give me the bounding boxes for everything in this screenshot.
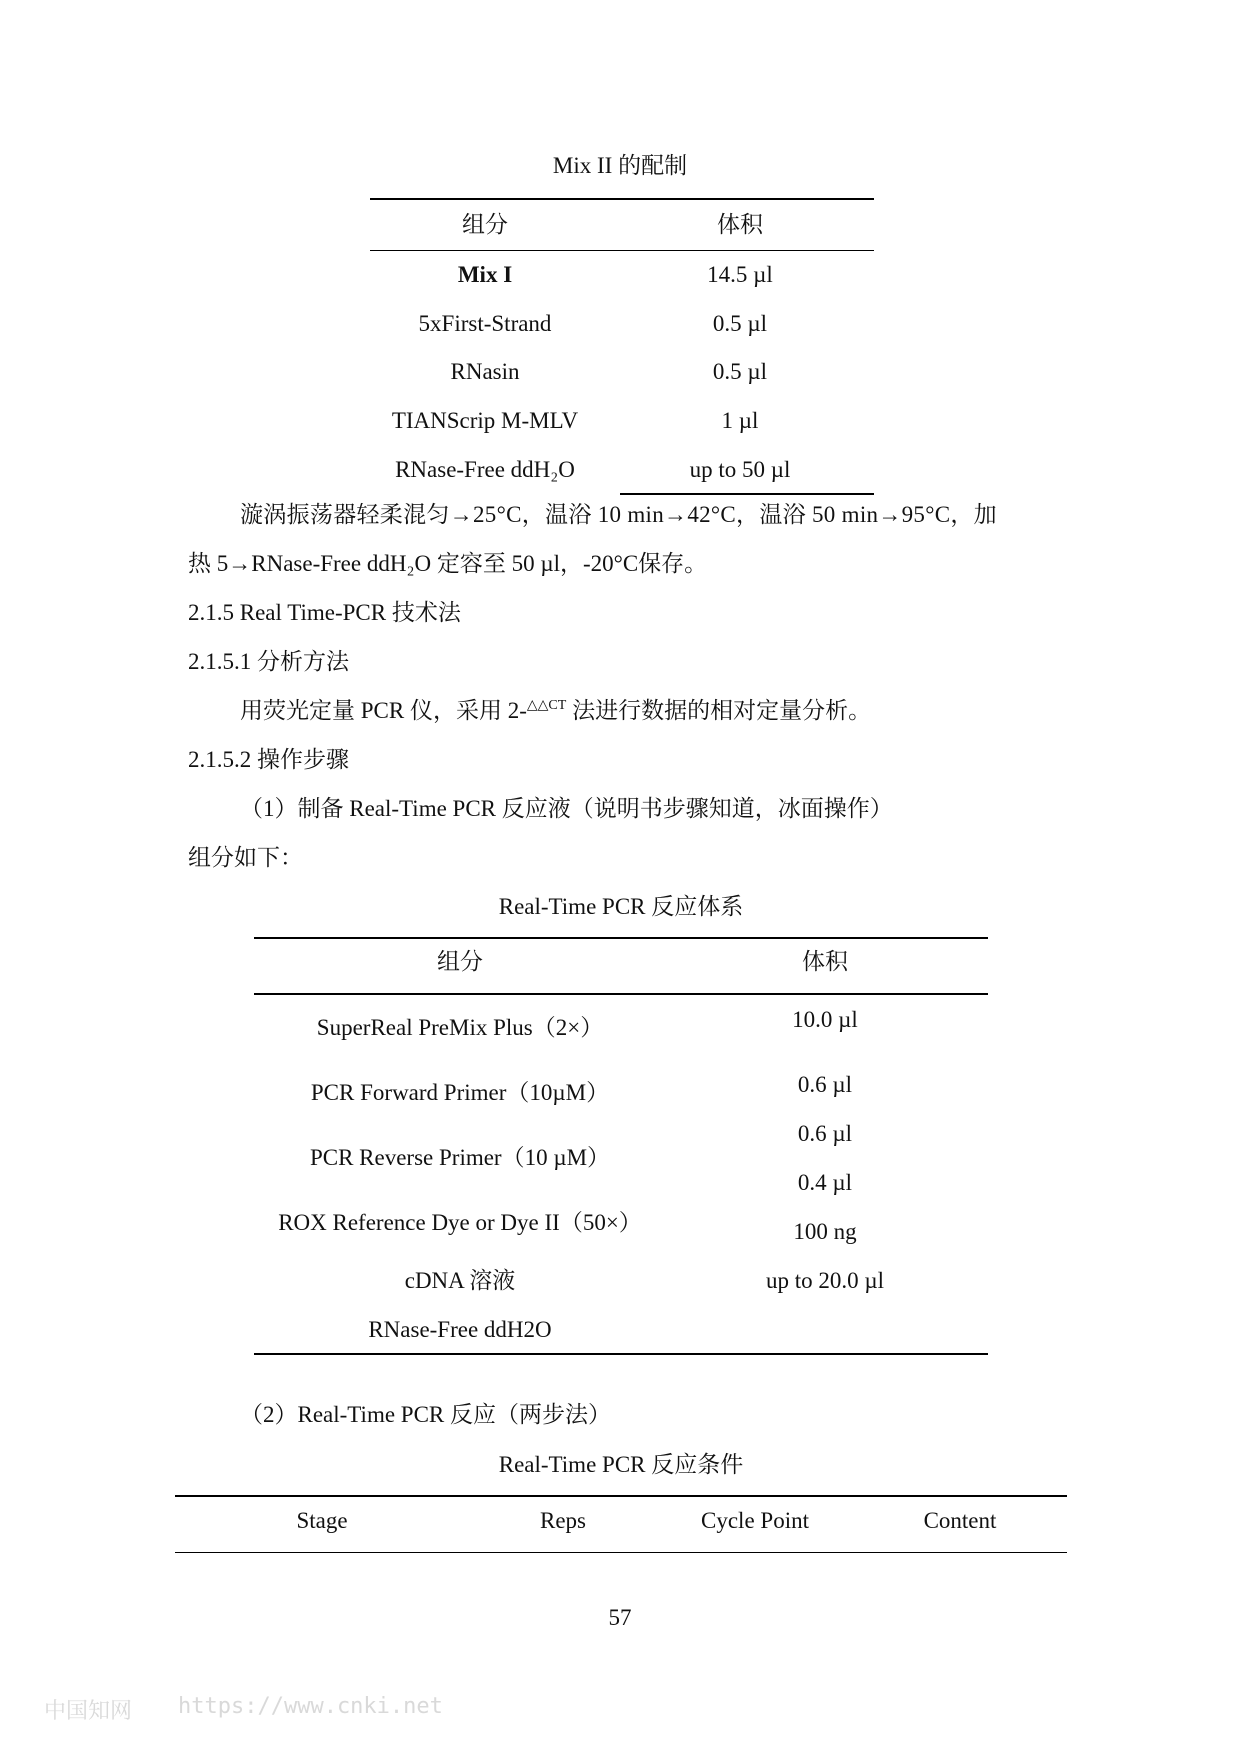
watermark-url: https://www.cnki.net: [178, 1694, 443, 1719]
section-heading-2-1-5-2: 2.1.5.2 操作步骤: [188, 747, 349, 772]
table1-header-rule: [370, 250, 874, 251]
paragraph-line: （2）Real-Time PCR 反应（两步法）: [240, 1402, 612, 1427]
table2-component: PCR Reverse Primer（10 µM）: [309, 1145, 611, 1170]
table1-row-volume: up to 50 µl: [689, 457, 791, 482]
table2-header-component: 组分: [437, 949, 483, 974]
table2-bottom-rule: [254, 1353, 988, 1355]
paragraph-analysis-method: [240, 696, 871, 726]
table3-caption: Real-Time PCR 反应条件: [498, 1452, 744, 1477]
table1-row-volume: 1 µl: [721, 408, 759, 433]
table1-row-component: RNasin: [450, 359, 520, 384]
table3-header-stage: Stage: [296, 1508, 348, 1533]
table1-row-volume: 0.5 µl: [712, 311, 768, 336]
table2-volume: up to 20.0 µl: [765, 1268, 885, 1293]
table2-header-volume: 体积: [802, 949, 848, 974]
page-number: 57: [608, 1605, 632, 1630]
table2-top-rule: [254, 937, 988, 939]
table1-caption: Mix II 的配制: [552, 153, 688, 178]
paragraph-text: 用荧光定量 PCR 仪，采用 2-: [240, 698, 527, 723]
table1-header-component: 组分: [462, 212, 508, 237]
table1-row-component: TIANScrip M-MLV: [391, 408, 579, 433]
paragraph-line: 组分如下：: [188, 845, 303, 870]
watermark-site-name: 中国知网: [44, 1699, 133, 1724]
table2-component: cDNA 溶液: [404, 1268, 516, 1293]
table1-row-volume: 14.5 µl: [707, 262, 773, 287]
table1-row-component: Mix I: [457, 262, 513, 287]
table1-row-component: RNase-Free ddH₂O: [395, 457, 575, 482]
table2-volume: 0.6 µl: [797, 1121, 853, 1146]
table2-component: PCR Forward Primer（10µM）: [310, 1080, 610, 1105]
section-heading-2-1-5: 2.1.5 Real Time-PCR 技术法: [188, 600, 461, 625]
table1-row-component: 5xFirst-Strand: [418, 311, 552, 336]
table3-header-rule: [175, 1552, 1067, 1553]
table1-bottom-rule: [620, 493, 874, 495]
table2-volume: 100 ng: [793, 1219, 857, 1244]
table3-top-rule: [175, 1495, 1067, 1497]
table3-header-cycle-point: Cycle Point: [701, 1508, 809, 1533]
paragraph-line: 热 5→RNase-Free ddH₂O 定容至 50 µl，-20°C保存。: [188, 551, 708, 576]
table1-row-volume: 0.5 µl: [712, 359, 768, 384]
table2-volume: 0.4 µl: [797, 1170, 853, 1195]
table2-component: ROX Reference Dye or Dye II（50×）: [278, 1210, 642, 1235]
delta-ct-superscript: △△CT: [526, 698, 567, 713]
table2-volume: 10.0 µl: [792, 1007, 858, 1032]
table2-header-rule: [254, 993, 988, 995]
paragraph-line: 漩涡振荡器轻柔混匀→25°C，温浴 10 min→42°C，温浴 50 min→95°C，加: [240, 502, 997, 527]
table1-header-volume: 体积: [717, 212, 763, 237]
table3-header-content: Content: [923, 1508, 997, 1533]
paragraph-text: 法进行数据的相对定量分析。: [566, 698, 872, 723]
table1-top-rule: [370, 198, 874, 200]
table3-header-reps: Reps: [540, 1508, 586, 1533]
table2-component: RNase-Free ddH2O: [368, 1317, 552, 1342]
table2-component: SuperReal PreMix Plus（2×）: [316, 1015, 604, 1040]
table2-volume: 0.6 µl: [797, 1072, 853, 1097]
section-heading-2-1-5-1: 2.1.5.1 分析方法: [188, 649, 349, 674]
paragraph-line: （1）制备 Real-Time PCR 反应液（说明书步骤知道，冰面操作）: [240, 796, 893, 821]
table2-caption: Real-Time PCR 反应体系: [498, 894, 744, 919]
